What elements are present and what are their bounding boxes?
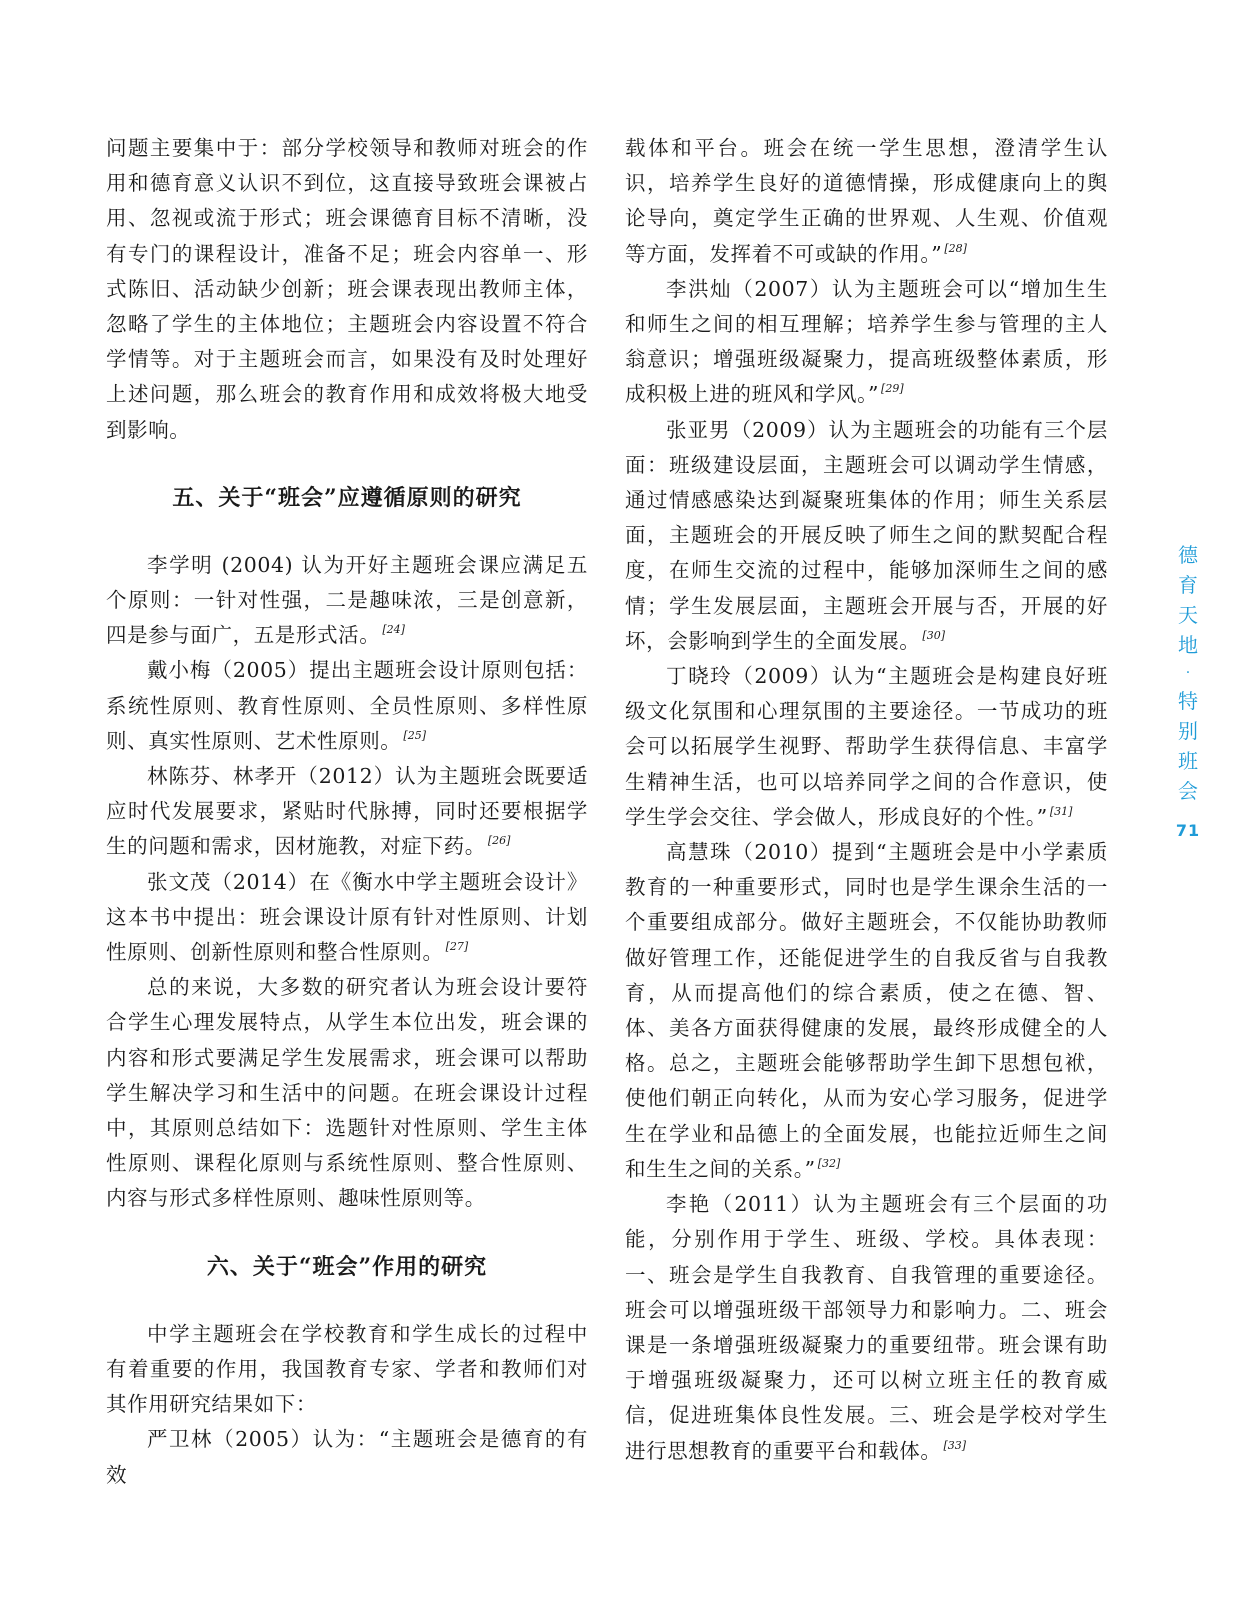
paragraph (106, 865, 588, 971)
paragraph (106, 653, 588, 759)
citation: [24] (382, 623, 405, 637)
page-number: 71 (1175, 821, 1201, 840)
section-heading-6: 六、关于“班会”作用的研究 (206, 1253, 488, 1280)
paragraph-text: 林陈芬、林孝开（2012）认为主题班会既要适应时代发展要求，紧贴时代脉搏，同时还要根据学生的问题和需求，因材施教，对症下药。 (106, 764, 588, 859)
paragraph-text: 李洪灿（2007）认为主题班会可以“增加生生和师生之间的相互理解；培养学生参与管理的主人翁意识；增强班级凝聚力，提高班级整体素质，形成积极上进的班风和学风。” (625, 276, 1108, 407)
sidebar-separator: · (1185, 665, 1191, 681)
sidebar-char: 别 (1178, 719, 1198, 743)
paragraph-text: 严卫林（2005）认为：“主题班会是德育的有效 (106, 1427, 588, 1487)
sidebar-char: 德 (1178, 543, 1198, 567)
left-column (106, 131, 588, 1493)
citation: [28] (944, 241, 967, 255)
section-sidebar-label (1170, 540, 1206, 846)
sidebar-char: 班 (1178, 749, 1198, 773)
sidebar-char: 特 (1178, 689, 1198, 713)
paragraph-text: 总的来说，大多数的研究者认为班会设计要符合学生心理发展特点，从学生本位出发，班会课的内容和形式要满足学生发展需求，班会课可以帮助学生解决学习和生活中的问题。在班会课设计过程中，其原则总结如下：选题针对性原则、学生主体性原则、课程化原则与系统性原则、整合性原则、内容与形式多样性原则、趣味性原则等。 (106, 975, 588, 1211)
paragraph-text: 张文茂（2014）在《衡水中学主题班会设计》这本书中提出：班会课设计原有针对性原则、计划性原则、创新性原则和整合性原则。 (106, 869, 588, 965)
paragraph (106, 1422, 588, 1492)
section-heading-5: 五、关于“班会”应遵循原则的研究 (172, 484, 522, 511)
paragraph (106, 759, 588, 865)
paragraph-text: 李学明 (2004) 认为开好主题班会课应满足五个原则：一针对性强，二是趣味浓，三是创意新，四是参与面广，五是形式活。 (106, 552, 588, 648)
paragraph-text: 载体和平台。班会在统一学生思想，澄清学生认识，培养学生良好的道德情操，形成健康向上的舆论导向，奠定学生正确的世界观、人生观、价值观等方面，发挥着不可或缺的作用。” (625, 136, 1108, 266)
sidebar-char: 育 (1178, 573, 1198, 597)
paragraph (625, 835, 1108, 1187)
citation: [30] (922, 628, 945, 642)
citation: [31] (1049, 804, 1073, 818)
paragraph (106, 970, 588, 1216)
sidebar-char: 地 (1178, 633, 1198, 657)
citation: [27] (445, 940, 469, 954)
citation: [33] (943, 1438, 967, 1452)
paragraph-text: 中学主题班会在学校教育和学生成长的过程中有着重要的作用，我国教育专家、学者和教师们对其作用研究结果如下： (106, 1321, 588, 1417)
right-column (625, 131, 1108, 1469)
paragraph-text: 丁晓玲（2009）认为“主题班会是构建良好班级文化氛围和心理氛围的主要途径。一节成功的班会可以拓展学生视野、帮助学生获得信息、丰富学生精神生活，也可以培养同学之间的合作意识，使学生学会交往、学会做人，形成良好的个性。” (625, 664, 1108, 829)
paragraph (625, 1187, 1108, 1469)
paragraph-text: 问题主要集中于：部分学校领导和教师对班会的作用和德育意义认识不到位，这直接导致班会课被占用、忽视或流于形式；班会课德育目标不清晰，没有专门的课程设计，准备不足；班会内容单一、形式陈旧、活动缺少创新；班会课表现出教师主体，忽略了学生的主体地位；主题班会内容设置不符合学情等。对于主题班会而言，如果没有及时处理好上述问题，那么班会的教育作用和成效将极大地受到影响。 (106, 136, 588, 442)
paragraph (106, 1317, 588, 1423)
paragraph (625, 659, 1108, 835)
paragraph-text: 戴小梅（2005）提出主题班会设计原则包括：系统性原则、教育性原则、全员性原则、多样性原则、真实性原则、艺术性原则。 (106, 658, 588, 753)
paragraph (625, 272, 1108, 413)
paragraph (625, 131, 1108, 272)
citation: [25] (403, 728, 426, 742)
sidebar-char: 天 (1178, 603, 1198, 627)
paragraph-text: 高慧珠（2010）提到“主题班会是中小学素质教育的一种重要形式，同时也是学生课余生活的一个重要组成部分。做好主题班会，不仅能协助教师做好管理工作，还能促进学生的自我反省与自我教育，从而提高他们的综合素质，使之在德、智、体、美各方面获得健康的发展，最终形成健全的人格。总之，主题班会能够帮助学生卸下思想包袱，使他们朝正向转化，从而为安心学习服务，促进学生在学业和品德上的全面发展，也能拉近师生之间和生生之间的关系。” (625, 840, 1108, 1181)
paragraph-text: 张亚男（2009）认为主题班会的功能有三个层面：班级建设层面，主题班会可以调动学生情感，通过情感感染达到凝聚班集体的作用；师生关系层面，主题班会的开展反映了师生之间的默契配合程度，在师生交流的过程中，能够加深师生之间的感情；学生发展层面，主题班会开展与否，开展的好坏，会影响到学生的全面发展。 (625, 417, 1108, 653)
paragraph-text: 李艳（2011）认为主题班会有三个层面的功能，分别作用于学生、班级、学校。具体表现：一、班会是学生自我教育、自我管理的重要途径。班会可以增强班级干部领导力和影响力。二、班会课是一条增强班级凝聚力的重要纽带。班会课有助于增强班级凝聚力，还可以树立班主任的教育威信，促进班集体良性发展。三、班会是学校对学生进行思想教育的重要平台和载体。 (625, 1192, 1108, 1463)
paragraph (106, 548, 588, 654)
sidebar-char: 会 (1178, 779, 1198, 803)
paragraph (625, 413, 1108, 659)
citation: [26] (487, 834, 511, 848)
citation: [32] (817, 1156, 841, 1170)
citation: [29] (881, 382, 904, 396)
paragraph (106, 131, 588, 448)
